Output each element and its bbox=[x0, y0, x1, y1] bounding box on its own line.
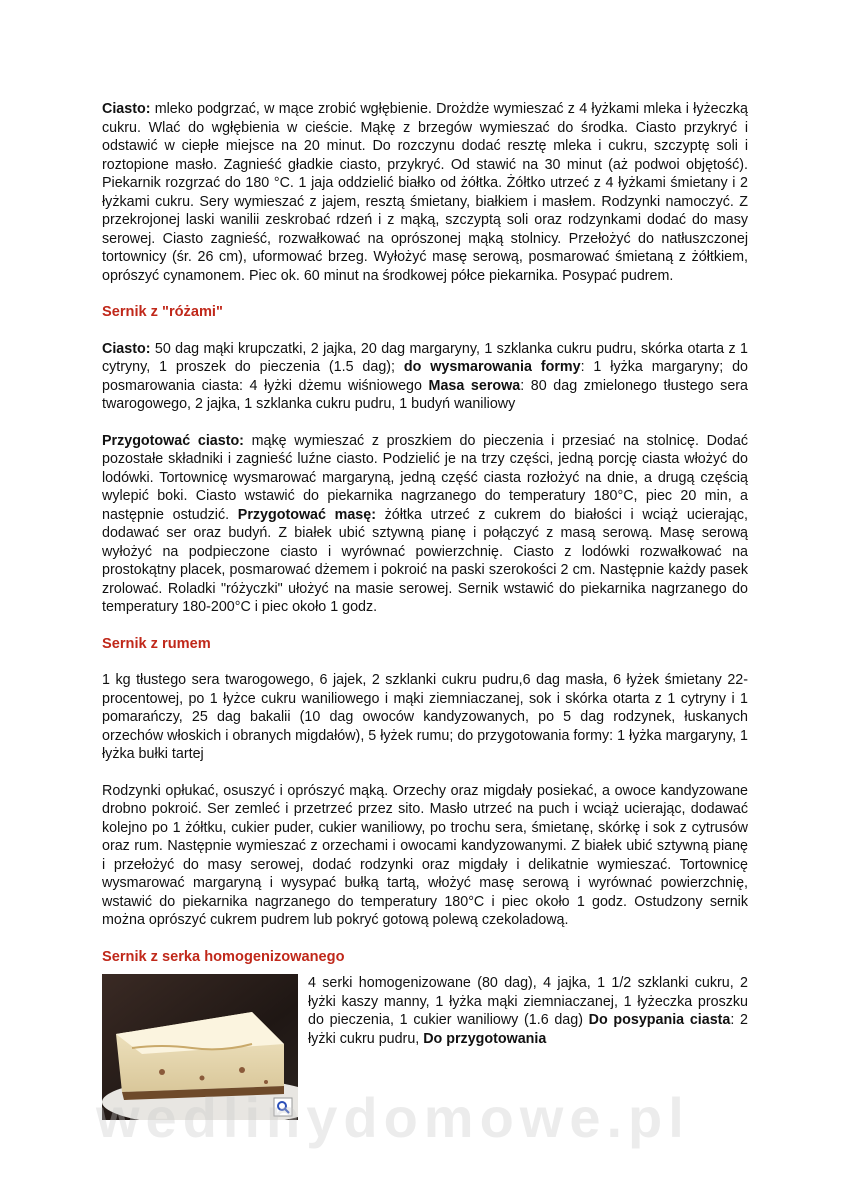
dough-paragraph: Ciasto: mleko podgrzać, w mące zrobić wgłębienie. Drożdże wymieszać z 4 łyżkami mleka i łyżeczką cukru. Wlać do wgłębienia w cieście. Mąkę z brzegów wymieszać do środka. Ciasto przykryć i odstawić w ciepłe miejsce na 20 minut. Do rozczynu dodać resztę mleka i cukru, szczyptę soli i roztopione masło. Zagnieść gładkie ciasto, przykryć. Od stawić na 30 minut (aż podwoi objętość). Piekarnik rozgrzać do 180 °C. 1 jaja oddzielić białko od żółtka. Żółtko utrzeć z 4 łyżkami śmietany i 2 łyżkami cukru. Sery wymieszać z jajem, resztą śmietany, białkiem i masłem. Rodzynki namoczyć. Z przekrojonej laski wanilii zeskrobać rdzeń i z mąką, szczyptą soli oraz rodzynkami dodać do masy serowej. Ciasto zagnieść, rozwałkować na oprószonej mąką stolnicy. Przełożyć do natłuszczonej tortownicy (śr. 26 cm), uformować brzeg. Wyłożyć masę serową, posmarować śmietaną z żółtkiem, oprószyć cynamonem. Piec ok. 60 minut na środkowej półce piekarnika. Posypać pudrem. bbox=[102, 101, 748, 284]
watermark: wedlinydomowe.pl bbox=[96, 1086, 690, 1149]
bold-label: Do przygotowania bbox=[423, 1030, 547, 1047]
bold-label: do wysmarowania formy bbox=[403, 359, 581, 375]
bold-label: Masa serowa bbox=[428, 377, 521, 394]
zoom-icon[interactable] bbox=[274, 1098, 292, 1116]
document-page bbox=[102, 100, 748, 1120]
bold-label: Ciasto: bbox=[102, 101, 151, 117]
method-sernik-z-rumem: Rodzynki opłukać, osuszyć i oprószyć mąką. Orzechy oraz migdały posiekać, a owoce kandyzowane drobno pokroić. Ser zemleć i przetrzeć przez sito. Masło utrzeć na puch i wciąż ucierając, dodawać kolejno po 1 żółtku, cukier puder, cukier waniliowy, po trochu sera, śmietanę, skórkę i sok z cytrusów oraz rum. Następnie wymieszać z orzechami i owocami kandyzowanymi. Z białek ubić sztywną pianę i przełożyć do masy serowej, dodać rodzynki oraz migdały i delikatnie wymieszać. Tortownicę wysmarować margaryną i wysypać bułką tartą, włożyć masę serową i wyrównać powierzchnię, wstawić do piekarnika nagrzanego do temperatury 180°C i piec około 1 godz. Ostudzony sernik można oprószyć cukrem pudrem lub pokryć gotową polewą czekoladową. bbox=[102, 782, 748, 928]
recipe-image-block bbox=[102, 974, 748, 1120]
heading-sernik-z-rumem: Sernik z rumem bbox=[102, 635, 211, 652]
bold-label: Ciasto: bbox=[102, 340, 151, 357]
heading-sernik-z-rozami: Sernik z "różami" bbox=[102, 304, 223, 320]
method-sernik-z-rozami: Przygotować ciasto: mąkę wymieszać z proszkiem do pieczenia i przesiać na stolnicę. Dodać pozostałe składniki i zagnieść luźne ciasto. Podzielić je na trzy części, jedną porcję ciasta włożyć do lodówki. Tortownicę wysmarować margaryną, jedną część ciasta rozłożyć na dnie, a drugą częścią wylepić boki. Ciasto wstawić do piekarnika nagrzanego do temperatury 180°C, piec 20 min, a następnie ostudzić. Przygotować masę: żółtka utrzeć z cukrem do białości i wciąż ucierając, dodawać ser oraz budyń. Z białek ubić sztywną pianę i połączyć z masą serową. Masę serową wyłożyć na podpieczone ciasto i wyrównać powierzchnię. Ciasto z lodówki rozwałkować na prostokątny placek, posmarować dżemem i pokroić na paski szerokości 2 cm. Następnie każdy pasek zrolować. Roladki "różyczki" ułożyć na masie serowej. Sernik wstawić do piekarnika nagrzanego do temperatury 180-200°C i piec około 1 godz. bbox=[102, 432, 749, 615]
ingredients-sernik-homogenizowany: 4 serki homogenizowane (80 dag), 4 jajka, 1 1/2 szklanki cukru, 2 łyżki kaszy manny, 1 łyżka mąki ziemniaczanej, 1 łyżeczka proszku do pieczenia, 1 cukier waniliowy (1.6 dag) Do posypania ciasta: 2 łyżki cukru pudru, Do przygotowania bbox=[308, 975, 748, 1047]
ingredients-sernik-z-rumem: 1 kg tłustego sera twarogowego, 6 jajek, 2 szklanki cukru pudru,6 dag masła, 6 łyżek śmietany 22-procentowej, po 1 łyżce cukru waniliowego i mąki ziemniaczanej, sok i skórka otarta z 1 cytryny i 1 pomarańczy, 25 dag bakalii (10 dag owoców kandyzowanych, po 5 dag rodzynek, łuskanych orzechów włoskich i obranych migdałów), 5 łyżek rumu; do przygotowania formy: 1 łyżka margaryny, 1 łyżka bułki tartej bbox=[102, 672, 748, 762]
bold-label: Przygotować masę: bbox=[237, 506, 376, 523]
cheesecake-photo bbox=[102, 974, 298, 1120]
heading-sernik-homogenizowany: Sernik z serka homogenizowanego bbox=[102, 948, 345, 965]
ingredients-sernik-z-rozami: Ciasto: 50 dag mąki krupczatki, 2 jajka, 20 dag margaryny, 1 szklanka cukru pudru, skórka otarta z 1 cytryny, 1 proszek do pieczenia (1.5 dag); do wysmarowania formy: 1 łyżka margaryny; do posmarowania ciasta: 4 łyżki dżemu wiśniowego Masa serowa: 80 dag zmielonego tłustego sera twarogowego, 2 jajka, 1 szklanka cukru pudru, 1 budyń waniliowy bbox=[102, 340, 749, 412]
bold-label: Przygotować ciasto: bbox=[102, 432, 244, 449]
bold-label: Do posypania ciasta bbox=[588, 1012, 731, 1028]
